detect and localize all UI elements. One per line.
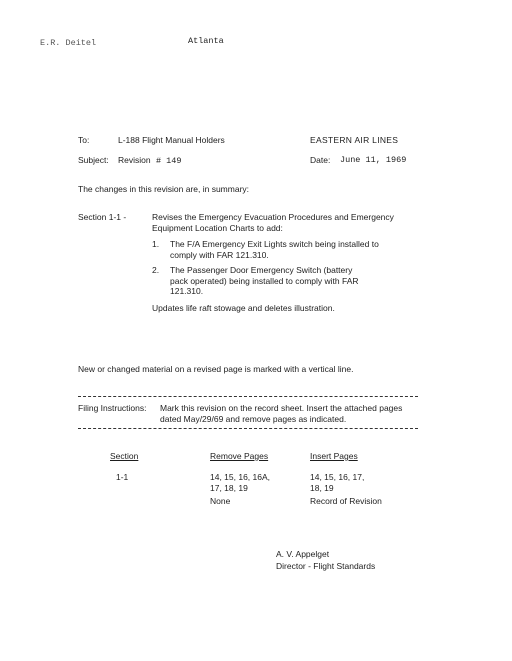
bottom-dashed-divider	[78, 428, 418, 429]
section-closing: Updates life raft stowage and deletes illustration.	[152, 303, 335, 313]
item-2-number: 2.	[152, 265, 160, 275]
to-value: L-188 Flight Manual Holders	[118, 135, 225, 145]
vertical-line-note: New or changed material on a revised page is marked with a vertical line.	[78, 364, 354, 374]
section-intro: Revises the Emergency Evacuation Procedures and Emergency Equipment Location Charts to add:	[152, 212, 394, 233]
location-stamp: Atlanta	[188, 36, 224, 46]
insert-pages-line-1: 14, 15, 16, 17,	[310, 472, 365, 482]
revision-number: # 149	[155, 156, 182, 166]
section-value: 1-1	[116, 472, 129, 482]
company-name: EASTERN AIR LINES	[310, 135, 399, 145]
signature-name: A. V. Appelget	[276, 549, 330, 559]
date-value: June 11, 1969	[340, 155, 407, 165]
section-label: Section 1-1 -	[78, 212, 127, 222]
subject-value	[118, 155, 182, 167]
insert-pages-header: Insert Pages	[310, 451, 358, 461]
insert-pages-line-3: Record of Revision	[310, 496, 382, 506]
filing-label: Filing Instructions:	[78, 403, 147, 413]
item-1-text: The F/A Emergency Exit Lights switch being installed to comply with FAR 121.310.	[170, 239, 379, 260]
remove-pages-line-3: None	[210, 496, 231, 506]
top-dashed-divider	[78, 396, 418, 397]
signature-title: Director - Flight Standards	[276, 561, 376, 571]
item-1-number: 1.	[152, 239, 160, 249]
subject-text: Revision	[118, 155, 151, 165]
section-column-header: Section	[110, 451, 139, 461]
item-2-text: The Passenger Door Emergency Switch (battery pack operated) being installed to comply with FAR 121.310.	[170, 265, 359, 297]
date-label: Date:	[310, 155, 331, 165]
subject-label: Subject:	[78, 155, 109, 165]
remove-pages-line-2: 17, 18, 19	[210, 483, 248, 493]
summary-intro: The changes in this revision are, in summary:	[78, 184, 250, 194]
to-label: To:	[78, 135, 90, 145]
remove-pages-line-1: 14, 15, 16, 16A,	[210, 472, 271, 482]
insert-pages-line-2: 18, 19	[310, 483, 334, 493]
filing-text: Mark this revision on the record sheet. Insert the attached pages dated May/29/69 and remove pages as indicated.	[160, 403, 403, 424]
name-stamp: E.R. Deitel	[40, 38, 97, 48]
remove-pages-header: Remove Pages	[210, 451, 269, 461]
